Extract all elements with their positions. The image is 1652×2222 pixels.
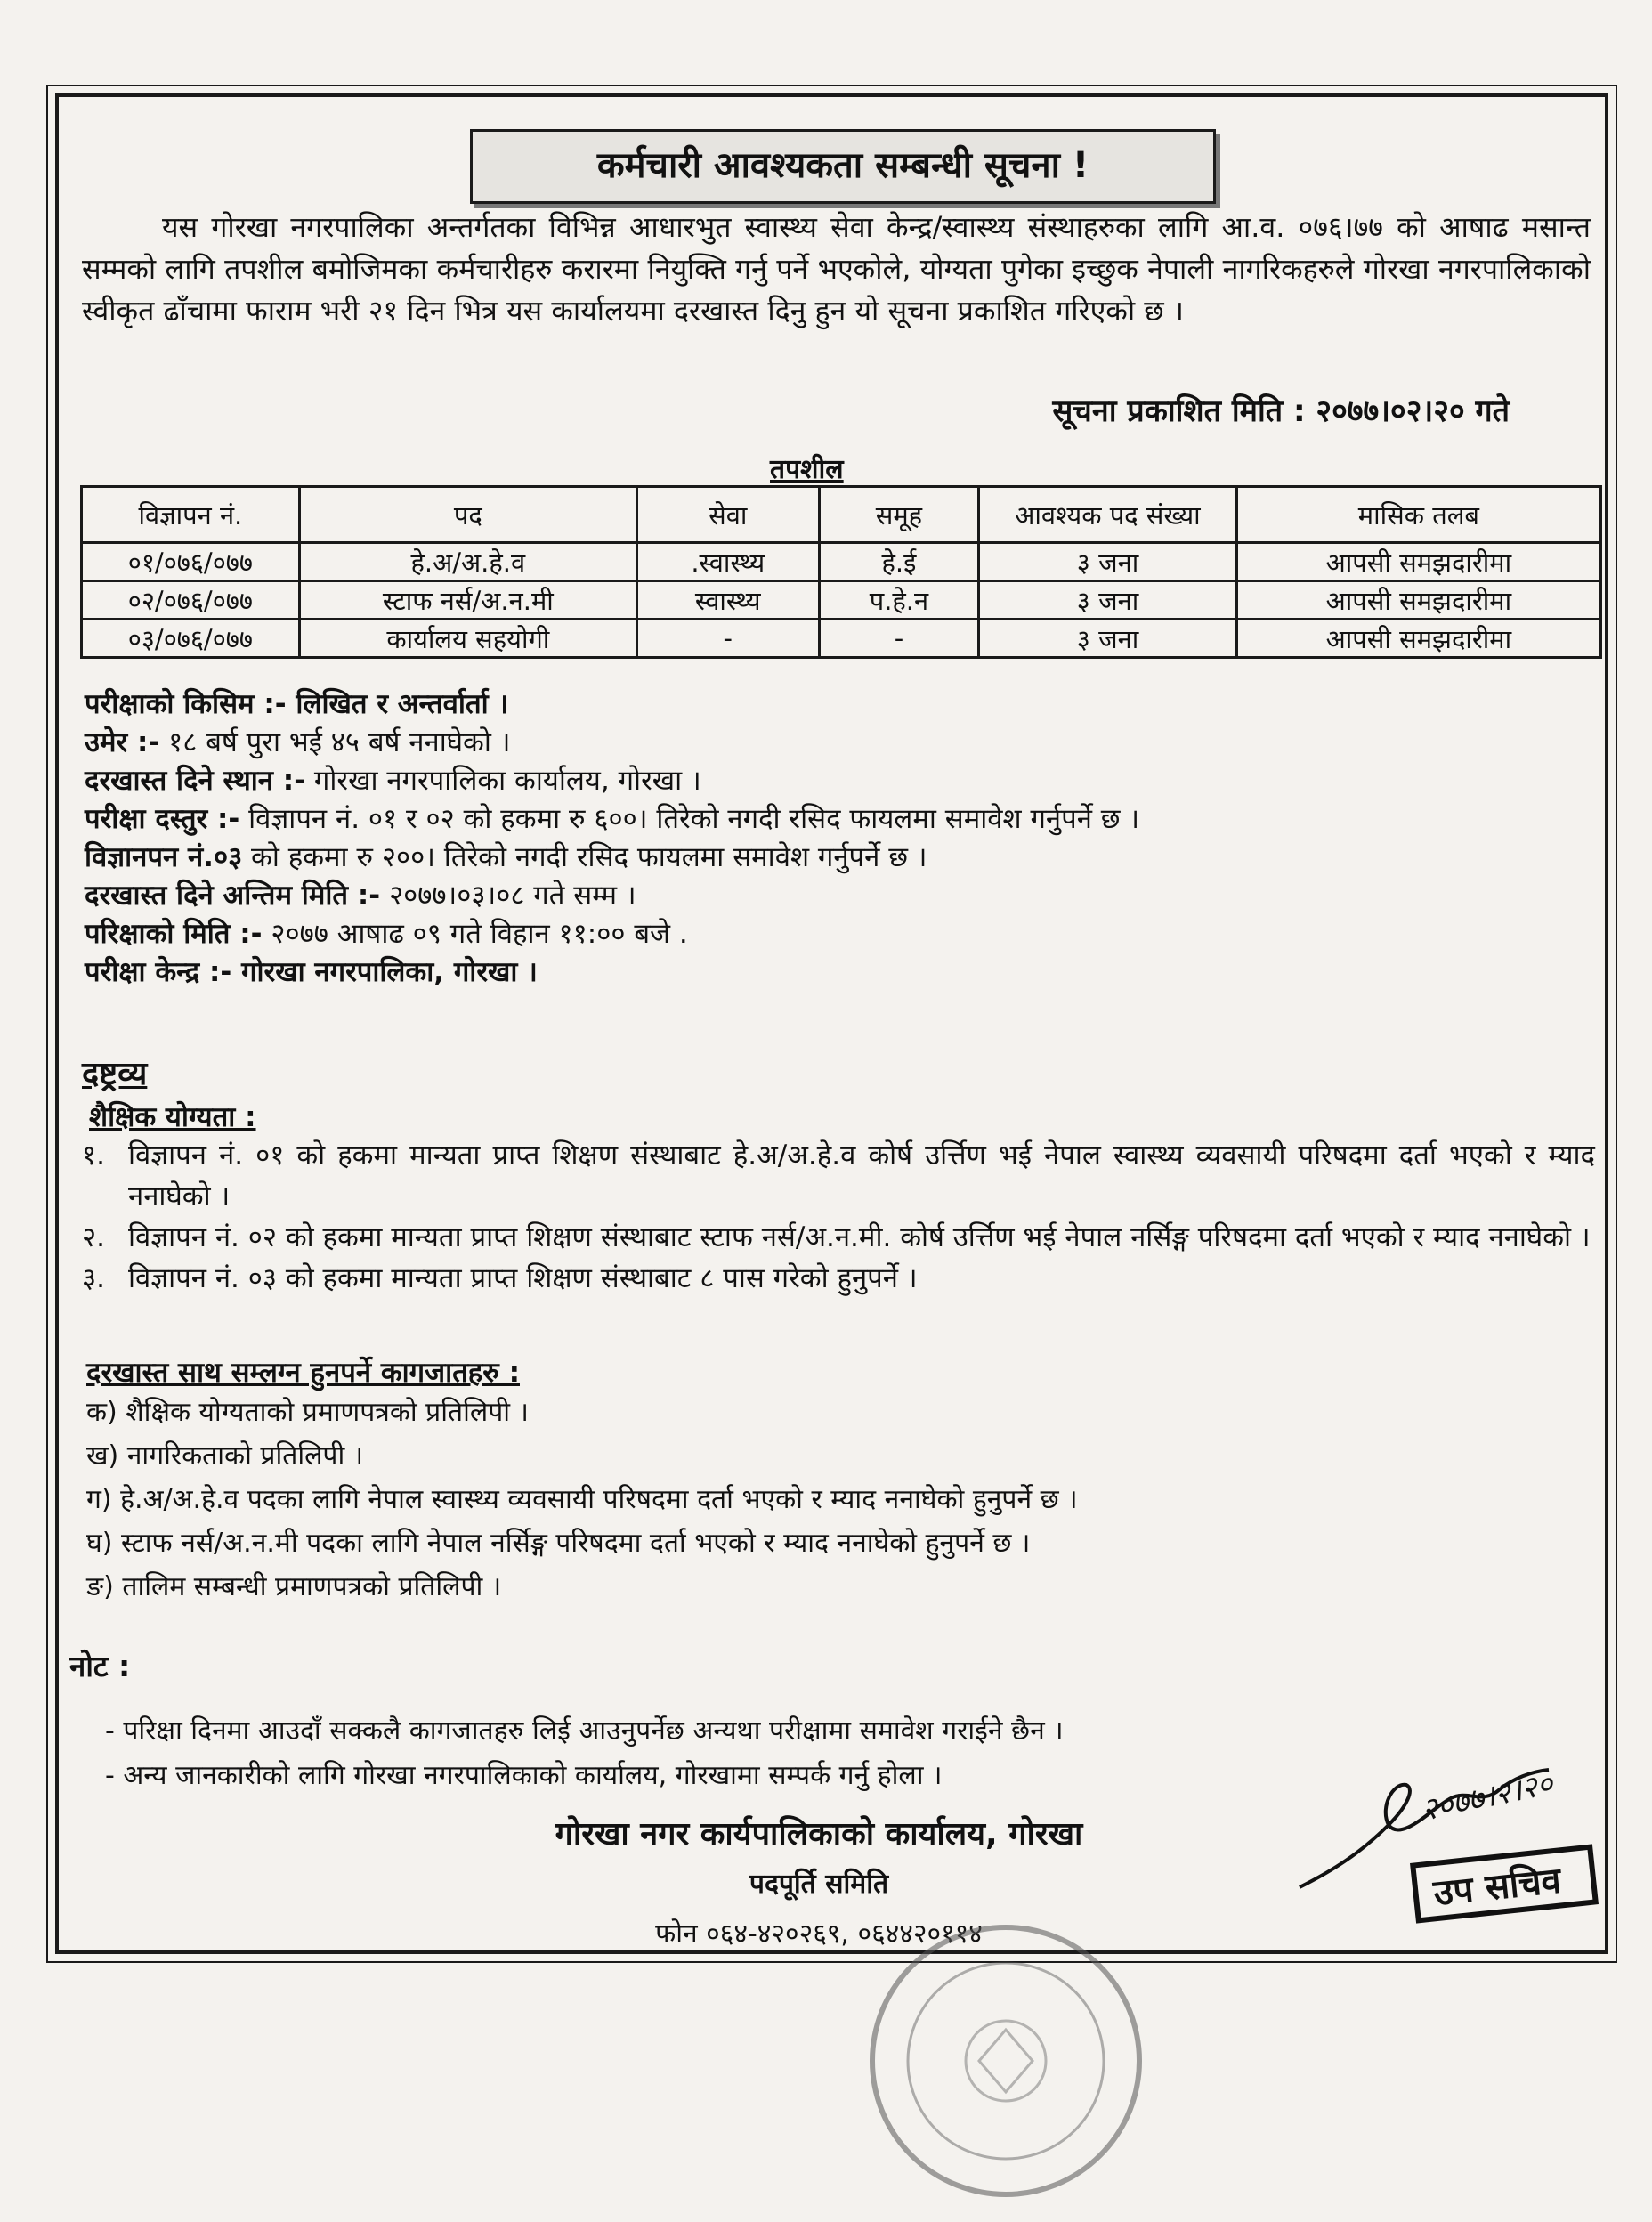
list-item bbox=[82, 1258, 1595, 1299]
detail-value: २०७७।०३।०८ गते सम्म । bbox=[380, 880, 636, 912]
detail-value: लिखित र अन्तर्वार्ता । bbox=[286, 688, 509, 720]
notice-title: कर्मचारी आवश्यकता सम्बन्धी सूचना ! bbox=[470, 129, 1216, 204]
table-row bbox=[82, 543, 1601, 581]
list-item: - परिक्षा दिनमा आउदाँ सक्कलै कागजातहरु लिई आउनुपर्नेछ अन्यथा परीक्षामा समावेश गराईने छैन । bbox=[105, 1715, 1064, 1747]
item-number: १. bbox=[82, 1139, 105, 1172]
table-cell: ३ जना bbox=[979, 581, 1236, 620]
col-header: सेवा bbox=[636, 487, 819, 543]
detail-line-fee-03 bbox=[85, 839, 1598, 877]
documents-list bbox=[86, 1391, 1555, 1609]
table-cell: ०१/०७६/०७७ bbox=[82, 543, 300, 581]
item-number: ३. bbox=[82, 1262, 105, 1294]
committee-name: पदपूर्ति समिति bbox=[749, 1869, 889, 1900]
table-cell: आपसी समझदारीमा bbox=[1236, 620, 1600, 658]
table-cell: .स्वास्थ्य bbox=[636, 543, 819, 581]
table-cell: हे.ई bbox=[819, 543, 979, 581]
detail-line-exam-date bbox=[85, 915, 1598, 953]
col-header: समूह bbox=[819, 487, 979, 543]
table-row bbox=[82, 620, 1601, 658]
signature-stamp bbox=[1282, 1700, 1602, 1950]
table-title: तपशील bbox=[770, 454, 844, 485]
posts-table bbox=[80, 485, 1602, 659]
notice-border bbox=[55, 93, 1608, 1954]
list-item bbox=[82, 1217, 1595, 1258]
list-item: क) शैक्षिक योग्यताको प्रमाणपत्रको प्रतिलिपी । bbox=[86, 1397, 529, 1428]
intro-paragraph: यस गोरखा नगरपालिका अन्तर्गतका विभिन्न आधारभुत स्वास्थ्य सेवा केन्द्र/स्वास्थ्य संस्थाहरुका लागि आ.व. ०७६।७७ को आषाढ मसान्त सम्मको लागि तपशील बमोजिमका कर्मचारीहरु करारमा नियुक्ति गर्नु पर्ने भएकोले, योग्यता पुगेका इच्छुक नेपाली नागरिकहरुले गोरखा नगरपालिकाको स्वीकृत ढाँचामा फाराम भरी २१ दिन भित्र यस कार्यालयमा दरखास्त दिनु हुन यो सूचना प्रकाशित गरिएको छ । bbox=[82, 210, 1591, 328]
col-header: आवश्यक पद संख्या bbox=[979, 487, 1236, 543]
item-text: विज्ञापन नं. ०१ को हकमा मान्यता प्राप्त शिक्षण संस्थाबाट हे.अ/अ.हे.व कोर्ष उर्त्तिण भई नेपाल स्वास्थ्य व्यवसायी परिषदमा दर्ता भएको र म्याद ननाघेको । bbox=[128, 1139, 1595, 1212]
detail-label: परिक्षाको मिति :- bbox=[85, 918, 263, 950]
item-text: विज्ञापन नं. ०२ को हकमा मान्यता प्राप्त शिक्षण संस्थाबाट स्टाफ नर्स/अ.न.मी. कोर्ष उर्त्तिण भई नेपाल नर्सिङ्ग परिषदमा दर्ता भएको र म्याद ननाघेको । bbox=[128, 1221, 1591, 1253]
detail-line-place bbox=[85, 762, 1598, 800]
table-cell: प.हे.न bbox=[819, 581, 979, 620]
list-item: ख) नागरिकताको प्रतिलिपी । bbox=[86, 1440, 364, 1472]
list-item: - अन्य जानकारीको लागि गोरखा नगरपालिकाको कार्यालय, गोरखामा सम्पर्क गर्नु होला । bbox=[105, 1760, 943, 1791]
detail-line-age bbox=[85, 724, 1598, 762]
detail-line-exam-center bbox=[85, 953, 1598, 992]
detail-label: परीक्षाको किसिम :- bbox=[85, 688, 287, 720]
detail-value: गोरखा नगरपालिका, गोरखा । bbox=[231, 956, 538, 988]
col-header: पद bbox=[299, 487, 636, 543]
list-item bbox=[82, 1135, 1595, 1217]
table-row bbox=[82, 581, 1601, 620]
table-cell: स्टाफ नर्स/अ.न.मी bbox=[299, 581, 636, 620]
table-header-row bbox=[82, 487, 1601, 543]
detail-line-fee bbox=[85, 800, 1598, 839]
table-cell: आपसी समझदारीमा bbox=[1236, 581, 1600, 620]
col-header: विज्ञापन नं. bbox=[82, 487, 300, 543]
detail-line-exam-type bbox=[85, 685, 1598, 724]
detail-value: २०७७ आषाढ ०९ गते विहान ११:०० बजे . bbox=[262, 918, 688, 950]
detail-value: १८ बर्ष पुरा भई ४५ बर्ष ननाघेको । bbox=[159, 726, 511, 758]
notes-section-heading: दष्ट्रव्य bbox=[82, 1056, 148, 1092]
detail-label: उमेर :- bbox=[85, 726, 160, 758]
list-item: ग) हे.अ/अ.हे.व पदका लागि नेपाल स्वास्थ्य व्यवसायी परिषदमा दर्ता भएको र म्याद ननाघेको हुनुपर्ने छ । bbox=[86, 1484, 1078, 1515]
detail-value: गोरखा नगरपालिका कार्यालय, गोरखा । bbox=[305, 765, 701, 797]
col-header: मासिक तलब bbox=[1236, 487, 1600, 543]
detail-label: विज्ञानपन नं.०३ bbox=[85, 841, 243, 873]
note-heading: नोट : bbox=[69, 1649, 131, 1683]
table-cell: हे.अ/अ.हे.व bbox=[299, 543, 636, 581]
detail-label: परीक्षा दस्तुर :- bbox=[85, 803, 240, 835]
detail-value: को हकमा रु २००। तिरेको नगदी रसिद फायलमा समावेश गर्नुपर्ने छ । bbox=[242, 841, 927, 873]
table-cell: ३ जना bbox=[979, 620, 1236, 658]
list-item: घ) स्टाफ नर्स/अ.न.मी पदका लागि नेपाल नर्सिङ्ग परिषदमा दर्ता भएको र म्याद ननाघेको हुनुपर्ने छ । bbox=[86, 1528, 1031, 1559]
table-cell: ३ जना bbox=[979, 543, 1236, 581]
publish-date: सूचना प्रकाशित मिति : २०७७।०२।२० गते bbox=[1052, 393, 1510, 429]
signature-title: उप सचिव bbox=[1431, 1860, 1563, 1915]
detail-label: दरखास्त दिने अन्तिम मिति :- bbox=[85, 880, 381, 912]
item-text: विज्ञापन नं. ०३ को हकमा मान्यता प्राप्त शिक्षण संस्थाबाट ८ पास गरेको हुनुपर्ने । bbox=[128, 1262, 918, 1294]
detail-line-deadline bbox=[85, 877, 1598, 915]
office-seal-icon bbox=[846, 1914, 1166, 2208]
education-heading: शैक्षिक योग्यता : bbox=[89, 1101, 256, 1133]
office-phone: फोन ०६४-४२०२६९, ०६४४२०११४ bbox=[655, 1918, 983, 1950]
table-cell: स्वास्थ्य bbox=[636, 581, 819, 620]
documents-heading: दरखास्त साथ सम्लग्न हुनपर्ने कागजातहरु : bbox=[86, 1357, 520, 1389]
detail-label: परीक्षा केन्द्र :- bbox=[85, 956, 232, 988]
detail-label: दरखास्त दिने स्थान :- bbox=[85, 765, 306, 797]
education-list bbox=[82, 1135, 1595, 1299]
table-cell: आपसी समझदारीमा bbox=[1236, 543, 1600, 581]
detail-value: विज्ञापन नं. ०१ र ०२ को हकमा रु ६००। तिरेको नगदी रसिद फायलमा समावेश गर्नुपर्ने छ । bbox=[239, 803, 1140, 835]
item-number: २. bbox=[82, 1221, 105, 1253]
table-cell: - bbox=[819, 620, 979, 658]
table-cell: ०२/०७६/०७७ bbox=[82, 581, 300, 620]
signature-date: २०७७।२।२० bbox=[1418, 1765, 1557, 1829]
table-cell: ०३/०७६/०७७ bbox=[82, 620, 300, 658]
table-cell: कार्यालय सहयोगी bbox=[299, 620, 636, 658]
table-cell: - bbox=[636, 620, 819, 658]
exam-details bbox=[85, 685, 1598, 992]
office-name: गोरखा नगर कार्यपालिकाको कार्यालय, गोरखा bbox=[555, 1816, 1083, 1853]
list-item: ङ) तालिम सम्बन्धी प्रमाणपत्रको प्रतिलिपी । bbox=[86, 1571, 502, 1602]
